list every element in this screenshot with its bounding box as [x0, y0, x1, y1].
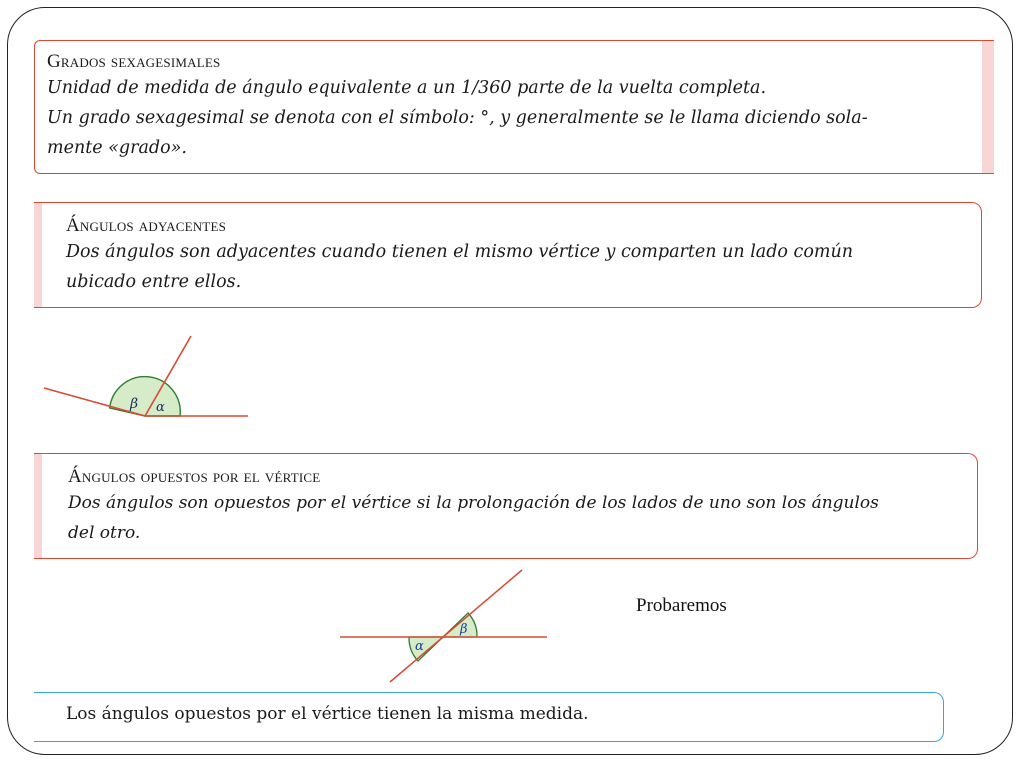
beta-label: β [130, 396, 139, 412]
alpha-label: α [156, 400, 165, 415]
heading-sexagesimal: Grados sexagesimales [47, 51, 221, 72]
beta-label: β [460, 622, 468, 637]
text-line: Un grado sexagesimal se denota con el símbolo: °, y generalmente se le llama diciendo sola- [47, 108, 868, 128]
box-right-accent [982, 41, 994, 173]
angle-region [110, 377, 181, 416]
opposite-angles-diagram [338, 566, 550, 686]
adjacent-angles-diagram [38, 330, 258, 430]
box-left-accent [34, 454, 42, 558]
text-line: Unidad de medida de ángulo equivalente a un 1/360 parte de la vuelta completa. [47, 78, 767, 98]
text-line: Dos ángulos son adyacentes cuando tienen el mismo vértice y comparten un lado común [66, 242, 854, 262]
text-adjacent [66, 237, 966, 297]
text-line: Dos ángulos son opuestos por el vértice si la prolongación de los lados de uno son los ángulos [68, 493, 879, 513]
heading-opposite: Ángulos opuestos por el vértice [68, 466, 321, 487]
probaremos-label: Probaremos [636, 595, 727, 616]
definition-box-sexagesimal [34, 40, 994, 174]
text-line: del otro. [68, 523, 141, 543]
text-line: ubicado entre ellos. [66, 272, 242, 292]
diagonal-line [390, 570, 522, 682]
alpha-label: α [415, 639, 424, 654]
theorem-box [34, 692, 944, 742]
box-left-accent [34, 203, 42, 307]
definition-box-opposite [34, 453, 978, 559]
text-line: mente «grado». [47, 138, 187, 158]
definition-box-adjacent [34, 202, 982, 308]
text-sexagesimal [47, 73, 977, 163]
heading-adjacent: Ángulos adyacentes [66, 215, 227, 236]
text-opposite [68, 488, 968, 548]
theorem-text: Los ángulos opuestos por el vértice tienen la misma medida. [66, 704, 589, 724]
